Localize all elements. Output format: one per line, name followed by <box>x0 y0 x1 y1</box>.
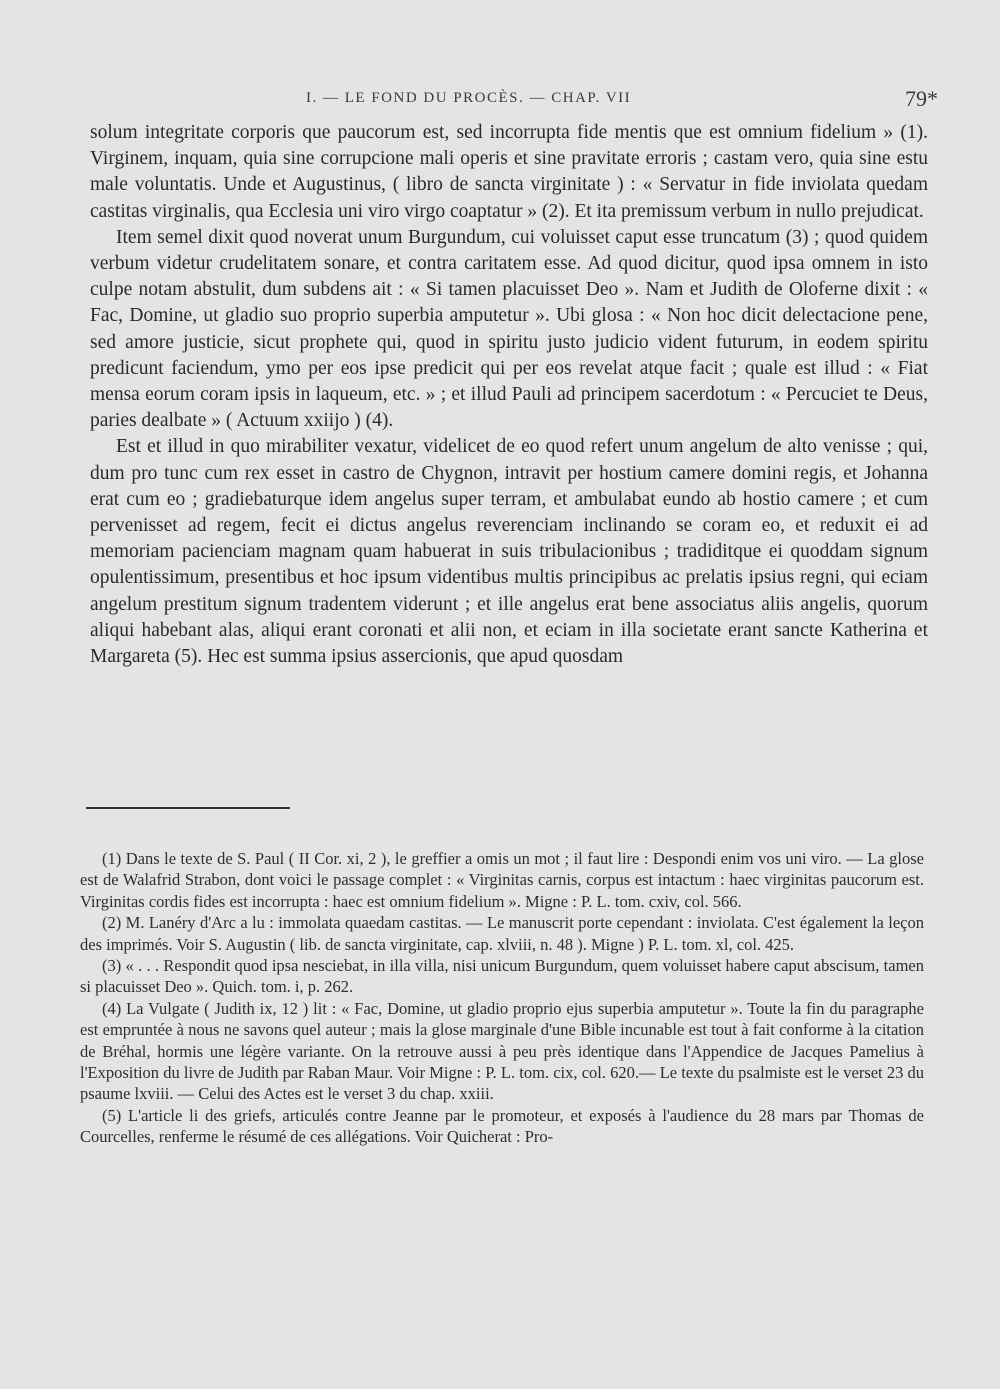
paragraph: Est et illud in quo mirabiliter vexatur, videlicet de eo quod refert unum angelum de alto venisse ; qui, dum pro tunc cum rex esset in castro de Chygnon, intravit per hostium camere domini regis, et Johanna erat cum eo ; gradiebaturque idem angelus super terram, et ambulabat eundo ab hostio camere ; et cum pervenisset ad regem, fecit ei dictus angelus reverenciam inclinando se coram eo, et reduxit ei ad memoriam pacienciam magnam quam habuerat in suis tribulacionibus ; tradiditque ei quoddam signum opulentissimum, presentibus et hoc ipsum videntibus multis principibus ac prelatis ipsius regni, qui eciam angelum prestitum signum tradentem viderunt ; et ille angelus erat bene associatus aliis angelis, quorum aliqui habebant alas, aliqui erant coronati et alii non, et eciam in illa societate erant sancte Katherina et Margareta (5). Hec est summa ipsius assercionis, que apud quosdam <box>90 436 928 668</box>
footnote: (1) Dans le texte de S. Paul ( II Cor. xi, 2 ), le greffier a omis un mot ; il faut lire : Despondi enim vos uni viro. — La glose est de Walafrid Strabon, dont voici le passage complet : « Virginitas carnis, corpus est intactum : haec virginitas paucorum est. Virginitas cordis fides est incorrupta : haec est omnium fidelium ». Migne : P. L. tom. cxiv, col. 566. <box>80 849 924 911</box>
page-header <box>88 86 938 112</box>
footnote: (2) M. Lanéry d'Arc a lu : immolata quaedam castitas. — Le manuscrit porte cependant : inviolata. C'est également la leçon des imprimés. Voir S. Augustin ( lib. de sancta virginitate, cap. xlviii, n. 48 ). Migne ) P. L. tom. xl, col. 425. <box>80 913 924 954</box>
footnote: (4) La Vulgate ( Judith ix, 12 ) lit : « Fac, Domine, ut gladio proprio ejus superbia amputetur ». Toute la fin du paragraphe est empruntée à nous ne savons quel auteur ; mais la glose marginale d'une Bible incunable est tout à fait conforme à la citation de Bréhal, hormis une légère variante. On la retrouve aussi à peu près identique dans l'Appendice de Jacques Pamelius à l'Exposition du livre de Judith par Raban Maur. Voir Migne : P. L. tom. cix, col. 620.— Le texte du psalmiste est le verset 23 du psaume lxviii. — Celui des Actes est le verset 3 du chap. xxiii. <box>80 998 924 1104</box>
paragraph: Item semel dixit quod noverat unum Burgundum, cui voluisset caput esse truncatum (3) ; quod quidem verbum videtur crudelitatem sonare, et contra caritatem esse. Ad quod dicitur, quod ipsa omnem in isto culpe notam abstulit, dum subdens ait : « Si tamen placuisset Deo ». Nam et Judith de Oloferne dixit : « Fac, Domine, ut gladio suo proprio superbia amputetur ». Ubi glosa : « Non hoc dicit delectacione pene, sed amore justicie, sicut prophete qui, quod in spiritu justo judicio vident futurum, in eodem spiritu predicunt faciendum, ymo per eos ipse predicit qui per eos revelat atque facit ; quale est illud : « Fiat mensa eorum coram ipsis in laqueum, etc. » ; et illud Pauli ad principem sacerdotum : « Percuciet te Deus, paries dealbate » ( Actuum xxiijo ) (4). <box>90 226 928 432</box>
running-title: I. — LE FOND DU PROCÈS. — CHAP. VII <box>306 90 632 106</box>
page-number: 79* <box>905 86 938 111</box>
footnote: (5) L'article li des griefs, articulés contre Jeanne par le promoteur, et exposés à l'audience du 28 mars par Thomas de Courcelles, renferme le résumé de ces allégations. Voir Quicherat : Pro- <box>80 1105 924 1147</box>
main-text <box>90 120 928 670</box>
footnote: (3) « . . . Respondit quod ipsa nesciebat, in illa villa, nisi unicum Burgundum, quem voluisset habere caput abscisum, tamen si placuisset Deo ». Quich. tom. i, p. 262. <box>80 956 924 997</box>
footnote-separator <box>86 807 290 809</box>
paragraph: solum integritate corporis que paucorum est, sed incorrupta fide mentis que est omnium fidelium » (1). Virginem, inquam, quia sine corrupcione mali operis et sine pravitate erroris ; castam vero, quia sine estu male voluntatis. Unde et Augustinus, ( libro de sancta virginitate ) : « Servatur in fide inviolata quedam castitas virginalis, qua Ecclesia uni viro virgo coaptatur » (2). Et ita premissum verbum in nullo prejudicat. <box>90 122 928 222</box>
footnotes <box>80 848 924 1148</box>
